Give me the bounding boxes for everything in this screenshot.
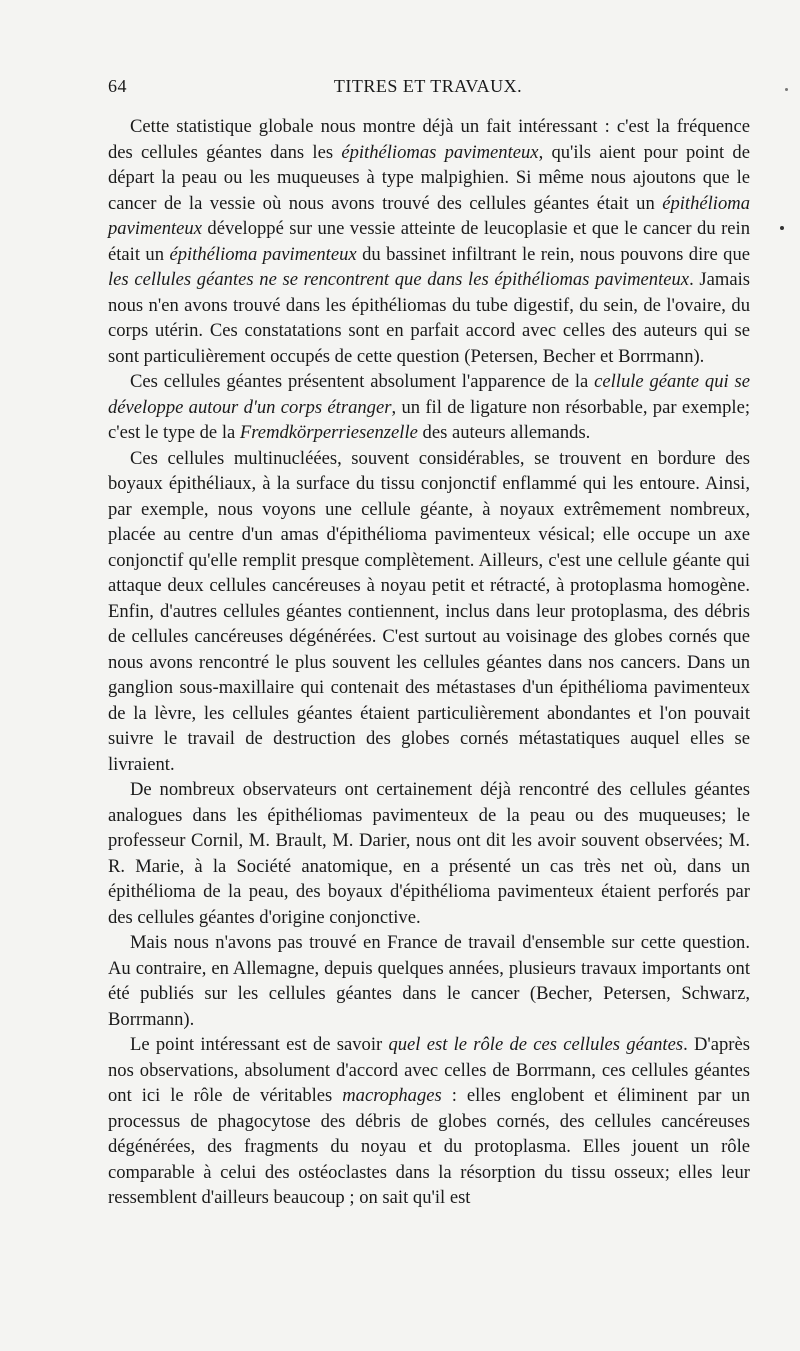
body-text bbox=[108, 114, 750, 1211]
text-run: Cette statistique globale nous montre déjà un fait intéressant : c'est la fréquence des cellules géantes dans les bbox=[108, 116, 750, 163]
italic-term: cellule géante qui se développe autour d'un corps étranger bbox=[108, 371, 750, 418]
text-run: du bassinet infiltrant le rein, nous pouvons dire que bbox=[356, 243, 750, 265]
italic-term: épithélioma pavimenteux bbox=[169, 243, 357, 265]
paragraph bbox=[108, 1032, 750, 1211]
italic-term: quel est le rôle de ces cellules géantes bbox=[388, 1034, 684, 1055]
text-run: , qu'ils aient pour point de départ la peau ou les muqueuses à type malpighien. Si même nous ajoutons que le cancer de la vessie où nous avons trouvé des cellules géantes était un bbox=[108, 141, 750, 214]
italic-term: épithéliomas pavimenteux bbox=[341, 141, 539, 163]
text-run: . D'après nos observations, absolument d'accord avec celles de Borrmann, ces cellules géantes ont ici le rôle de véritables bbox=[108, 1034, 750, 1106]
text-run: Ces cellules multinucléées, souvent considérables, se trouvent en bordure des boyaux épithéliaux, à la surface du tissu conjonctif enflammé qui les entoure. Ainsi, par exemple, nous voyons une cellule géante, à noyaux extrêmement nombreux, placée au centre d'un amas d'épithélioma pavimenteux vésical; elle occupe un axe conjonctif qu'elle remplit presque complètement. Ailleurs, c'est une cellule géante qui attaque deux cellules cancéreuses à noyau petit et rétracté, à protoplasma homogène. Enfin, d'autres cellules géantes contiennent, inclus dans leur protoplasma, des débris de cellules cancéreuses dégénérées. C'est surtout au voisinage des globes cornés que nous avons rencontré le plus souvent les cellules géantes dans nos cancers. Dans un ganglion sous-maxillaire qui contenait des métastases d'un épithélioma pavimenteux de la lèvre, les cellules géantes étaient particulièrement abondantes et l'on pouvait suivre le travail de destruction des globes cornés métastatiques auquel elles se livraient. bbox=[108, 447, 750, 775]
text-run: Mais nous n'avons pas trouvé en France de travail d'ensemble sur cette question. Au contraire, en Allemagne, depuis quelques années, plusieurs travaux importants ont été publiés sur les cellules géantes dans le cancer (Becher, Petersen, Schwarz, Borrmann). bbox=[108, 932, 750, 1030]
italic-term: épithélioma pavimenteux bbox=[108, 192, 750, 239]
margin-speck bbox=[785, 88, 788, 91]
paragraph bbox=[108, 369, 750, 446]
text-run: Ces cellules géantes présentent absolument l'apparence de la bbox=[130, 371, 595, 392]
italic-term: les cellules géantes ne se rencontrent que dans les épithéliomas pavimenteux bbox=[108, 269, 690, 290]
text-run: De nombreux observateurs ont certainement déjà rencontré des cellules géantes analogues dans les épithéliomas pavimenteux de la peau ou des muqueuses; le professeur Cornil, M. Brault, M. Darier, nous ont dit les avoir souvent observées; M. R. Marie, à la Société anatomique, en a présenté un cas très net où, dans un épithélioma de la peau, des boyaux d'épithélioma pavimenteux étaient perforés par des cellules géantes d'origine conjonctive. bbox=[108, 779, 750, 928]
text-run: . Jamais nous n'en avons trouvé dans les épithéliomas du tube digestif, du sein, de l'ovaire, du corps utérin. Ces constatations sont en parfait accord avec celles des auteurs qui se sont particulièrement occupés de cette question (Petersen, Becher et Borrmann). bbox=[108, 269, 750, 367]
page-header bbox=[108, 76, 748, 98]
text-run: développé sur une vessie atteinte de leucoplasie et que le cancer du rein était un bbox=[108, 218, 750, 265]
paragraph bbox=[108, 114, 750, 369]
paragraph bbox=[108, 777, 750, 930]
margin-dot bbox=[780, 226, 784, 230]
text-run: , un fil de ligature non résorbable, par exemple; c'est le type de la bbox=[108, 396, 750, 443]
italic-term: macrophages bbox=[342, 1085, 442, 1106]
text-run: Le point intéressant est de savoir bbox=[130, 1034, 389, 1055]
text-run: : elles englobent et éliminent par un processus de phagocytose des débris de globes cornés, des cellules cancéreuses dégénérées, des fragments du noyau et du protoplasma. Elles jouent un rôle comparable à celui des ostéoclastes dans la résorption du tissu osseux; elles leur ressemblent d'ailleurs beaucoup ; on sait qu'il est bbox=[108, 1085, 750, 1208]
text-run: des auteurs allemands. bbox=[417, 422, 591, 443]
paragraph bbox=[108, 930, 750, 1032]
paragraph bbox=[108, 446, 750, 778]
italic-term: Fremdkörperriesenzelle bbox=[239, 422, 418, 443]
page-number: 64 bbox=[108, 76, 127, 96]
running-title: TITRES ET TRAVAUX. bbox=[333, 76, 523, 96]
